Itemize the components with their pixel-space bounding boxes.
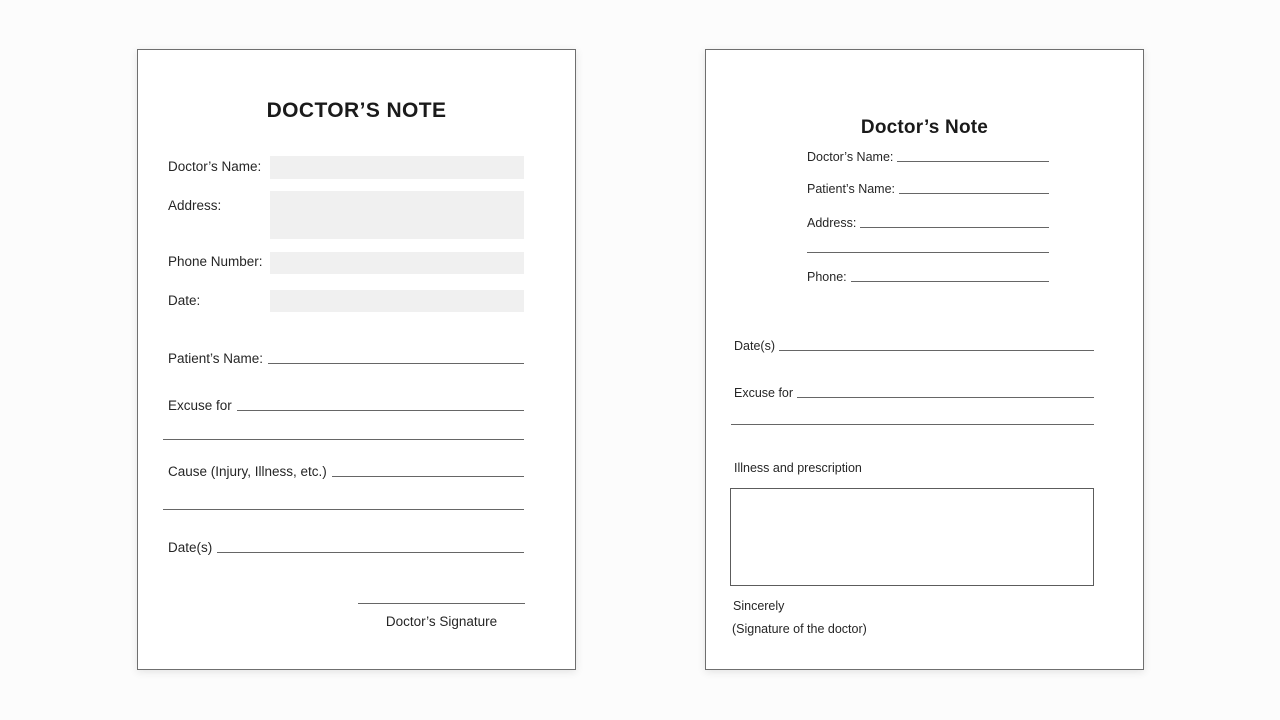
- left-date-input[interactable]: [270, 290, 524, 312]
- right-excuse-continuation-line: [731, 424, 1094, 425]
- left-form-title: DOCTOR’S NOTE: [266, 99, 447, 123]
- right-form-title: Doctor’s Note: [860, 116, 989, 138]
- left-excuse-line: [237, 409, 524, 411]
- right-dates-row: [734, 335, 1094, 353]
- right-illness-prescription-textarea[interactable]: [730, 488, 1094, 586]
- doctors-note-template-left: [137, 49, 576, 670]
- right-illness-prescription-label: Illness and prescription: [734, 461, 862, 475]
- left-excuse-row: [168, 393, 524, 413]
- right-dates-line: [779, 349, 1094, 351]
- right-patient-name-row: [807, 178, 1049, 196]
- left-patient-name-line: [268, 362, 524, 364]
- left-excuse-label: Excuse for: [168, 398, 232, 413]
- left-date-label: Date:: [168, 293, 201, 308]
- left-address-label: Address:: [168, 198, 222, 213]
- right-address-row: [807, 212, 1049, 230]
- left-patient-name-label: Patient’s Name:: [168, 351, 264, 366]
- doctors-note-template-right: [705, 49, 1144, 670]
- left-cause-line: [332, 475, 524, 477]
- right-excuse-line: [797, 396, 1094, 398]
- right-phone-row: [807, 266, 1049, 284]
- left-doctor-name-input[interactable]: [270, 156, 524, 179]
- right-address-label: Address:: [807, 216, 857, 230]
- left-signature-caption: Doctor’s Signature: [385, 614, 498, 629]
- right-address-continuation-line: [807, 252, 1049, 253]
- right-sincerely-label: Sincerely: [733, 599, 785, 613]
- left-cause-label: Cause (Injury, Illness, etc.): [168, 464, 327, 479]
- right-excuse-row: [734, 382, 1094, 400]
- left-address-input[interactable]: [270, 191, 524, 239]
- right-dates-label: Date(s): [734, 339, 775, 353]
- left-dates-line: [217, 551, 524, 553]
- left-dates-label: Date(s): [168, 540, 213, 555]
- left-doctor-name-label: Doctor’s Name:: [168, 159, 262, 174]
- left-signature-line: [358, 603, 525, 604]
- left-dates-row: [168, 535, 524, 555]
- right-patient-name-line: [899, 192, 1049, 194]
- left-patient-name-row: [168, 346, 524, 366]
- right-phone-label: Phone:: [807, 270, 847, 284]
- right-patient-name-label: Patient’s Name:: [807, 182, 896, 196]
- right-doctor-name-row: [807, 146, 1049, 164]
- left-phone-label: Phone Number:: [168, 254, 263, 269]
- right-doctor-name-line: [897, 160, 1049, 162]
- left-cause-continuation-line: [163, 509, 524, 510]
- right-doctor-name-label: Doctor’s Name:: [807, 150, 894, 164]
- right-excuse-label: Excuse for: [734, 386, 794, 400]
- right-signature-caption: (Signature of the doctor): [732, 622, 867, 636]
- left-excuse-continuation-line: [163, 439, 524, 440]
- right-address-line: [860, 226, 1049, 228]
- right-phone-line: [851, 280, 1049, 282]
- left-cause-row: [168, 459, 524, 479]
- left-phone-input[interactable]: [270, 252, 524, 274]
